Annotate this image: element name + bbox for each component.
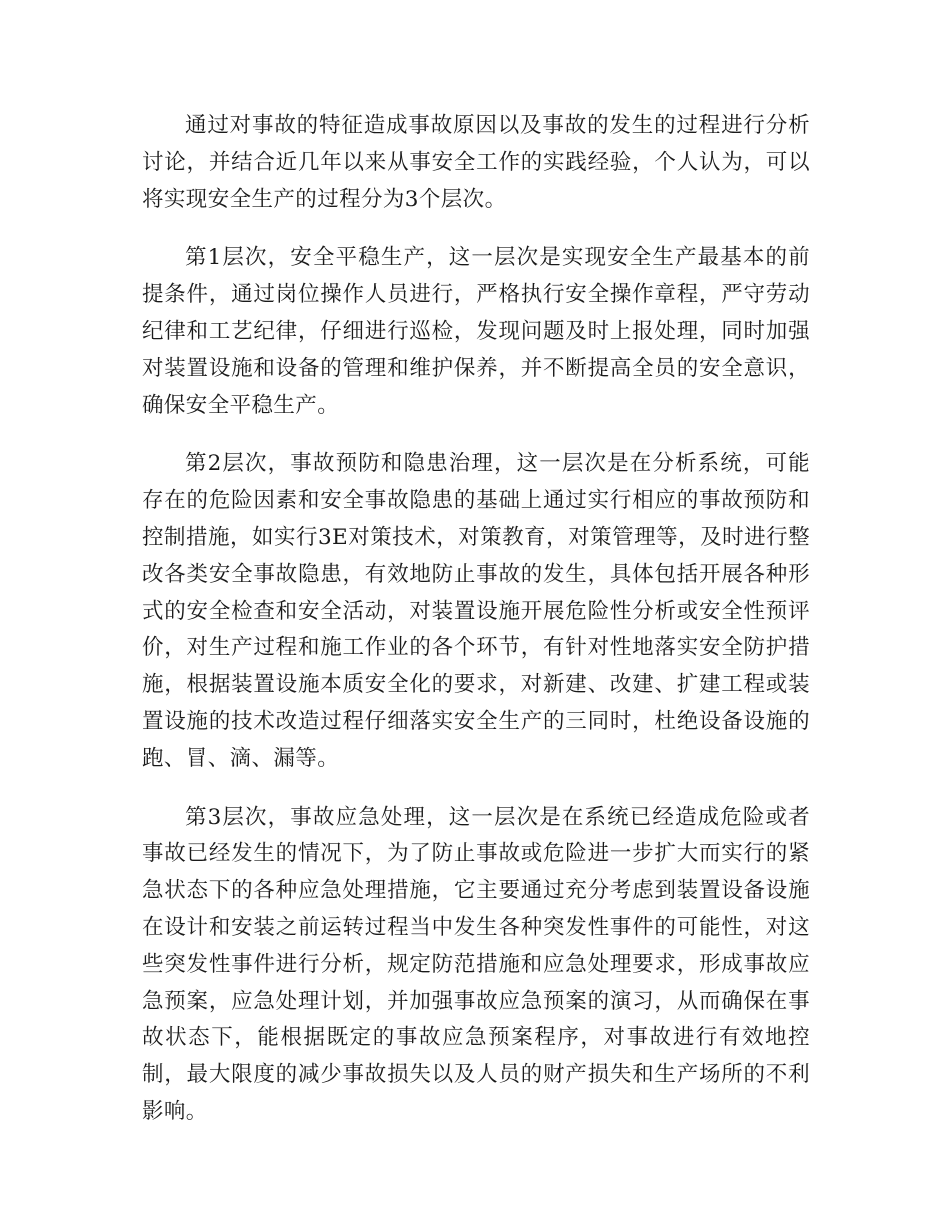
paragraph-level-2: 第2层次，事故预防和隐患治理，这一层次是在分析系统，可能存在的危险因素和安全事故隐患的基础上通过实行相应的事故预防和控制措施，如实行3E对策技术，对策教育，对策管理等，及时进行整改各类安全事故隐患，有效地防止事故的发生，具体包括开展各种形式的安全检查和安全活动，对装置设施开展危险性分析或安全性预评价，对生产过程和施工作业的各个环节，有针对性地落实安全防护措施，根据装置设施本质安全化的要求，对新建、改建、扩建工程或装置设施的技术改造过程仔细落实安全生产的三同时，杜绝设备设施的跑、冒、滴、漏等。: [142, 451, 810, 771]
paragraph-level-1: 第1层次，安全平稳生产，这一层次是实现安全生产最基本的前提条件，通过岗位操作人员进行，严格执行安全操作章程，严守劳动纪律和工艺纪律，仔细进行巡检，发现问题及时上报处理，同时加强对装置设施和设备的管理和维护保养，并不断提高全员的安全意识，确保安全平稳生产。: [142, 245, 810, 418]
paragraph-intro: 通过对事故的特征造成事故原因以及事故的发生的过程进行分析讨论，并结合近几年以来从事安全工作的实践经验，个人认为，可以将实现安全生产的过程分为3个层次。: [142, 113, 810, 212]
paragraph-level-3: 第3层次，事故应急处理，这一层次是在系统已经造成危险或者事故已经发生的情况下，为了防止事故或危险进一步扩大而实行的紧急状态下的各种应急处理措施，它主要通过充分考虑到装置设备设施在设计和安装之前运转过程当中发生各种突发性事件的可能性，对这些突发性事件进行分析，规定防范措施和应急处理要求，形成事故应急预案，应急处理计划，并加强事故应急预案的演习，从而确保在事故状态下，能根据既定的事故应急预案程序，对事故进行有效地控制，最大限度的减少事故损失以及人员的财产损失和生产场所的不利影响。: [142, 804, 810, 1124]
document-body: [142, 108, 810, 1153]
